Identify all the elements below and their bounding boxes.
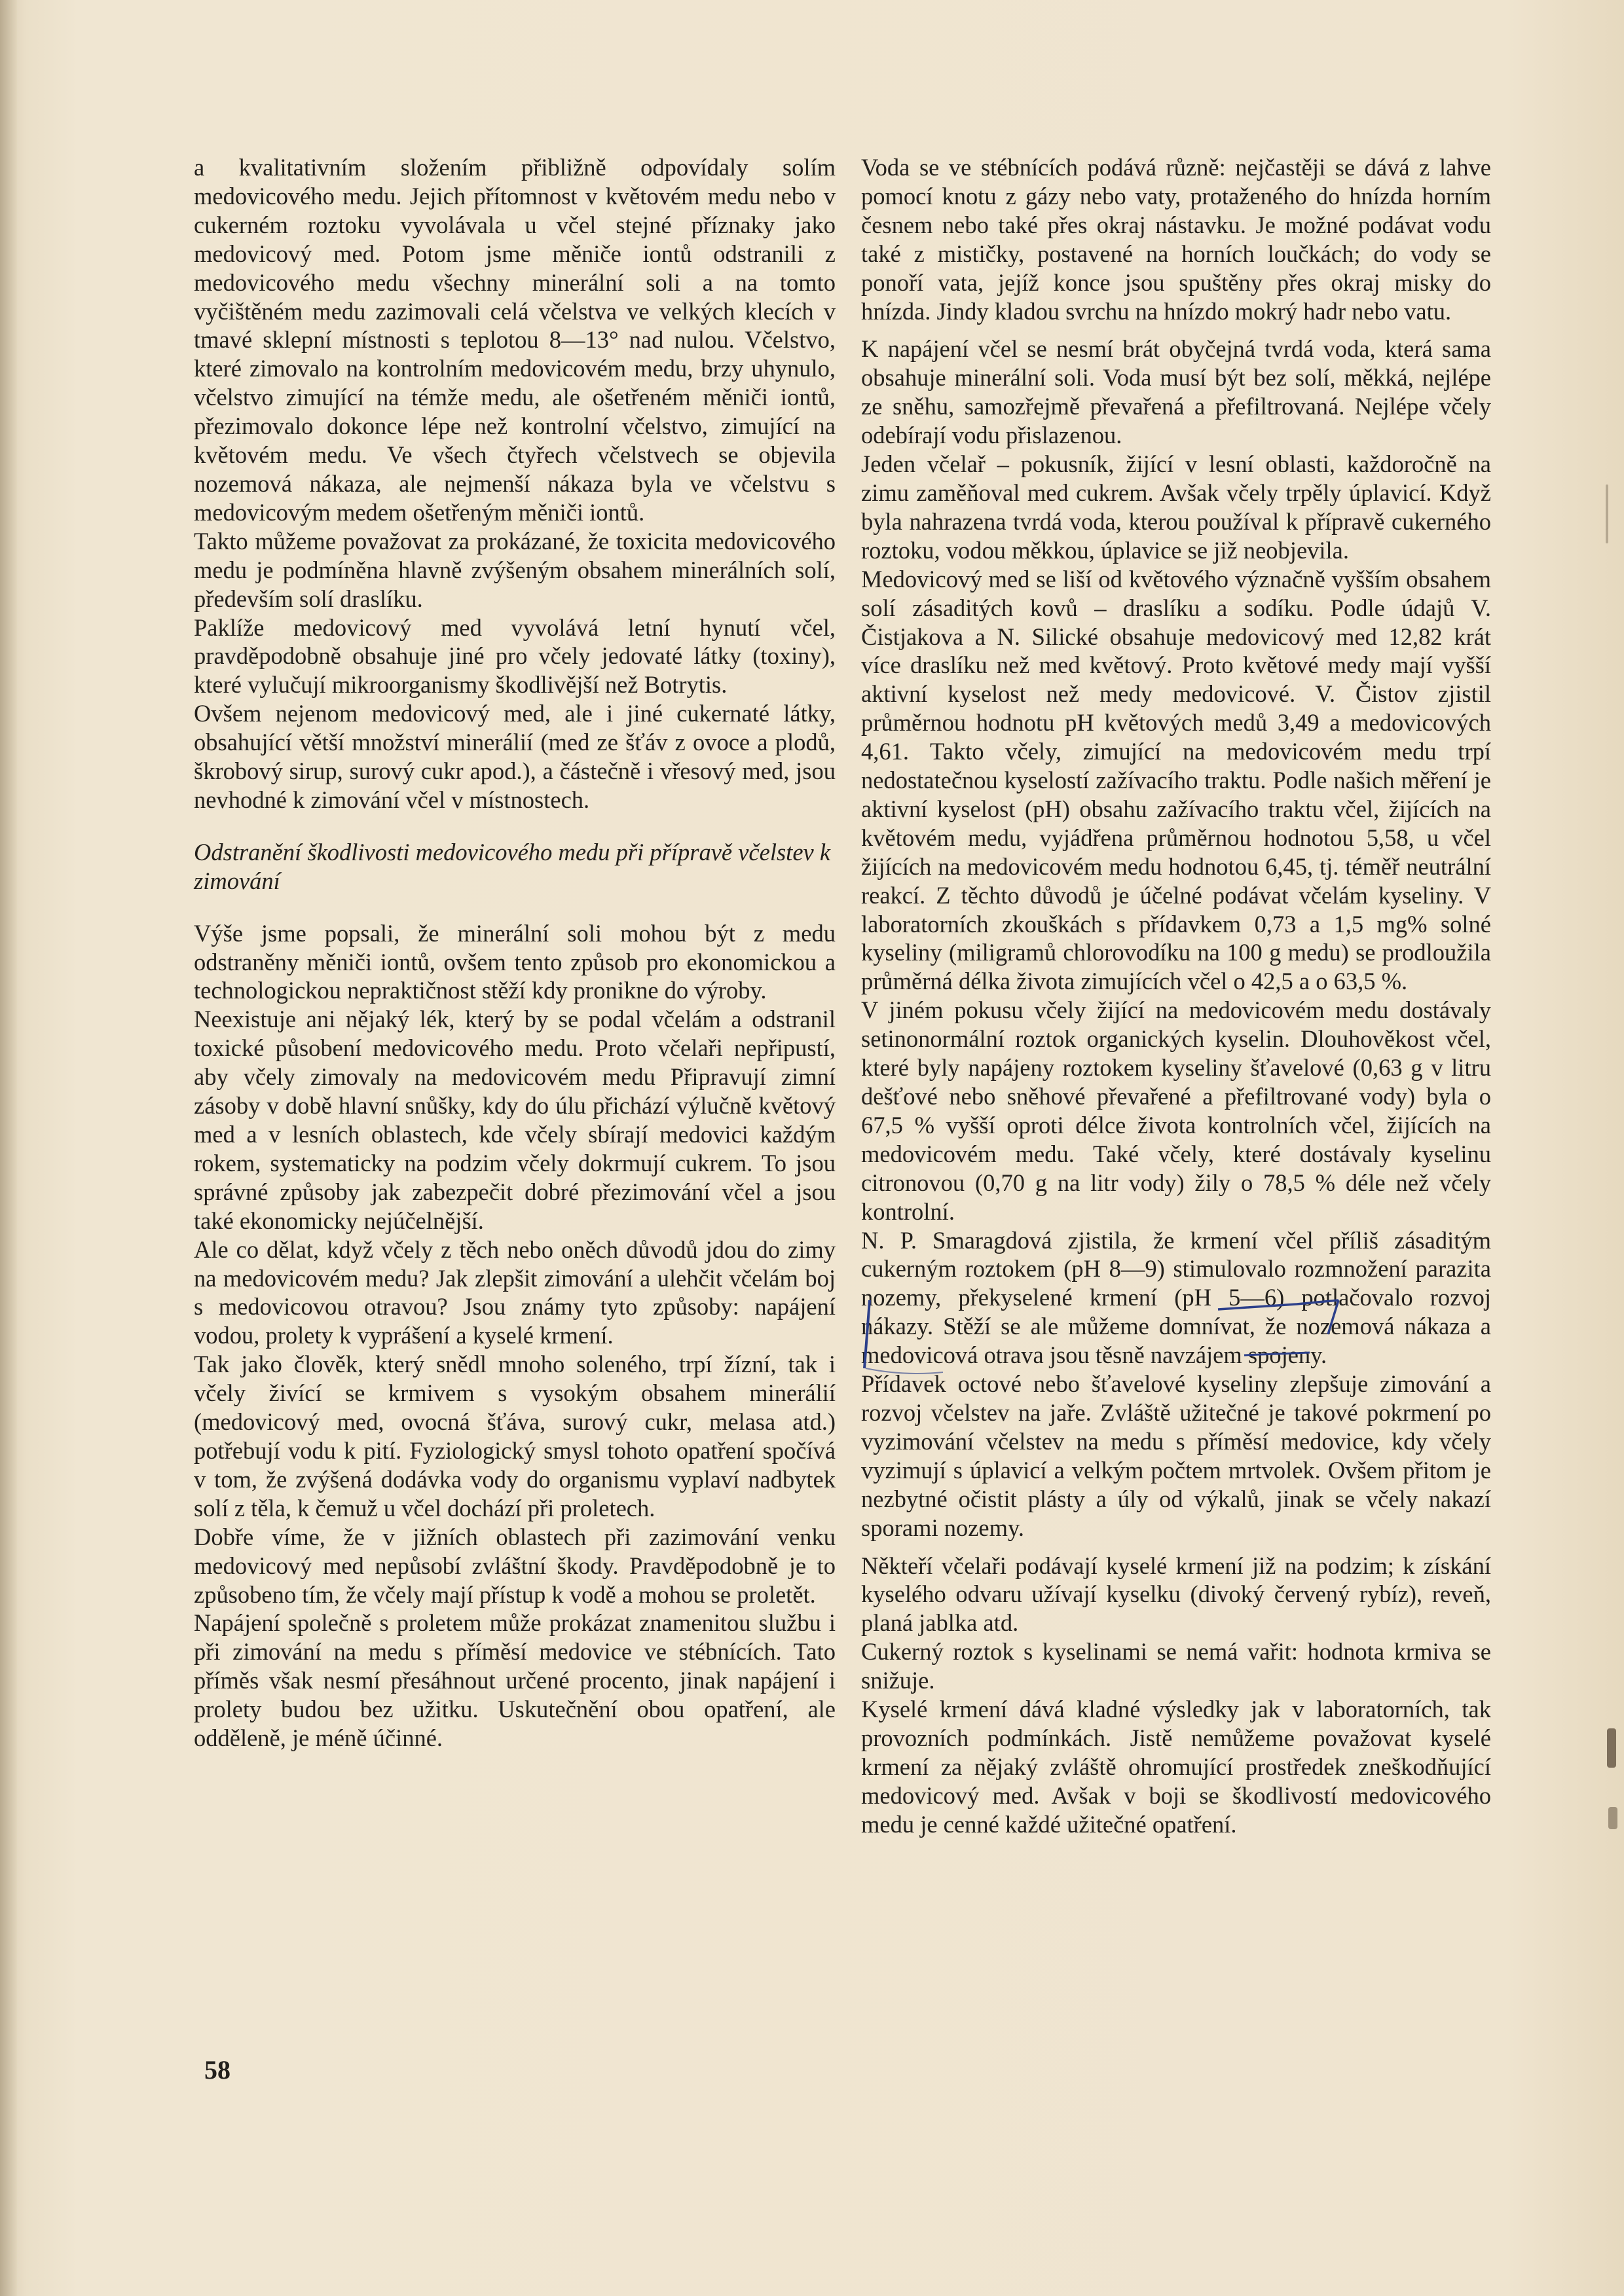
pen-annotation-bracket: [851, 1295, 1519, 1380]
paragraph: N. P. Smaragdová zjistila, že krmení včel příliš zásaditým cukerným roztokem (pH 8—9) stimulovalo rozmnožení parazita nozemy, překyselené krmení (pH 5—6) potlačovalo rozvoj nákazy. Stěží se ale můžeme domnívat, že nozemová nákaza a medovicová otrava jsou těsně navzájem spojeny.: [861, 1226, 1491, 1369]
paragraph: Paklíže medovicový med vyvolává letní hynutí včel, pravděpodobně obsahuje jiné pro včely jedovaté látky (toxiny), které vylučují mikroorganismy škodlivější než Botrytis.: [194, 613, 836, 699]
paragraph: K napájení včel se nesmí brát obyčejná tvrdá voda, která sama obsahuje minerální soli. Voda musí být bez solí, měkká, nejlépe ze sněhu, samozřejmě převařená a přefiltrovaná. Nejlépe včely odebírají vodu přislazenou.: [861, 335, 1491, 449]
paragraph: Tak jako člověk, který snědl mnoho soleného, trpí žízní, tak i včely živící se krmivem s vysokým obsahem minerálií (medovicový med, ovocná šťáva, surový cukr, melasa atd.) potřebují vodu k pití. Fyziologický smysl tohoto opatření spočívá v tom, že zvýšená dodávka vody do organismu vyplaví nadbytek solí z těla, k čemuž u včel dochází při proletech.: [194, 1351, 836, 1522]
paragraph: Přídavek octové nebo šťavelové kyseliny zlepšuje zimování a rozvoj včelstev na jaře. Zvláště užitečné je takové pokrmení po vyzimování včelstev na medu s příměsí medovice, kdy včely vyzimují s úplavicí a velkým počtem mrtvolek. Ovšem přitom je nezbytné očistit plásty a úly od výkalů, jinak se včely nakazí sporami nozemy.: [861, 1370, 1491, 1541]
paragraph: Medovicový med se liší od květového význačně vyšším obsahem solí zásaditých kovů – draslíku a sodíku. Podle údajů V. Čistjakova a N. Silické obsahuje medovicový med 12,82 krát více draslíku než med květový. Proto květové medy mají vyšší aktivní kyselost než medy medovicové. V. Čistov zjistil průměrnou hodnotu pH květových medů 3,49 a medovicových 4,61. Takto včely, zimující na medovicovém medu trpí nedostatečnou kyselostí zažívacího traktu. Podle našich měření je aktivní kyselost (pH) obsahu zažívacího traktu včel, žijících na květovém medu, vyjádřena průměrnou hodnotou 5,58, u včel žijících na medovicovém medu hodnotou 6,45, tj. téměř neutrální reakcí. Z těchto důvodů je účelné podávat včelám kyseliny. V laboratorních zkouškách s přídavkem 0,73 a 1,5 mg% solné kyseliny (miligramů chlorovodíku na 100 g medu) se prodloužila průměrná délka života zimujících včel o 42,5 a o 63,5 %.: [861, 565, 1491, 995]
margin-mark: [1606, 484, 1608, 543]
paragraph: Napájení společně s proletem může prokázat znamenitou službu i při zimování na medu s příměsí medovice ve stébnících. Tato příměs však nesmí přesáhnout určené procento, jinak napájení i prolety budou bez užitku. Uskutečnění obou opatření, ale odděleně, je méně účinné.: [194, 1609, 836, 1752]
paragraph: Takto můžeme považovat za prokázané, že toxicita medovicového medu je podmíněna hlavně zvýšeným obsahem minerálních solí, především solí draslíku.: [194, 527, 836, 612]
paragraph: Ovšem nejenom medovicový med, ale i jiné cukernaté látky, obsahující větší množství minerálií (med ze šťáv z ovoce a plodů, škrobový sirup, surový cukr apod.), a částečně i vřesový med, jsou nevhodné k zimování včel v místnostech.: [194, 700, 836, 813]
paragraph: Ale co dělat, když včely z těch nebo oněch důvodů jdou do zimy na medovicovém medu? Jak zlepšit zimování a ulehčit včelám boj s medovicovou otravou? Jsou známy tyto způsoby: napájení vodou, prolety k vyprášení a kyselé krmení.: [194, 1235, 836, 1349]
paragraph: Někteří včelaři podávají kyselé krmení již na podzim; k získání kyselého odvaru užívají kyselku (divoký červený rybíz), reveň, planá jablka atd.: [861, 1552, 1491, 1637]
paragraph: V jiném pokusu včely žijící na medovicovém medu dostávaly setinonormální roztok organických kyselin. Dlouhověkost včel, které byly napájeny roztokem kyseliny šťavelové (0,63 g v litru dešťové nebo sněhové převařené a přefiltrované vody) byla o 67,5 % vyšší oproti délce života kontrolních včel, žijících na medovicovém medu. Také včely, které dostávaly kyselinu citronovou (0,70 g na litr vody) žily o 78,5 % déle než včely kontrolní.: [861, 996, 1491, 1225]
paragraph: Neexistuje ani nějaký lék, který by se podal včelám a odstranil toxické působení medovicového medu. Proto včelaři nepřipustí, aby včely zimovaly na medovicovém medu Připravují zimní zásoby v době hlavní snůšky, kdy do úlu přichází výlučně květový med a v lesních oblastech, kde včely sbírají medovici každým rokem, systematicky na podzim včely dokrmují cukrem. To jsou správné způsoby jak zabezpečit dobré přezimování včel a jsou také ekonomicky nejúčelnější.: [194, 1006, 836, 1234]
paragraph: a kvalitativním složením přibližně odpovídaly solím medovicového medu. Jejich přítomnost v květovém medu nebo v cukerném roztoku vyvolávala u včel stejné příznaky jako medovicový med. Potom jsme měniče iontů odstranili z medovicového medu všechny minerální soli a na tomto vyčištěném medu zazimovali celá včelstva ve velkých klecích v tmavé sklepní místnosti s teplotou 8—13° nad nulou. Včelstvo, které zimovalo na kontrolním medovicovém medu, brzy uhynulo, včelstvo zimující na témže medu, ale ošetřeném měniči iontů, přezimovalo dokonce lépe než kontrolní včelstvo, zimující na květovém medu. Ve všech čtyřech včelstvech se objevila nozemová nákaza, ale nejmenší nákaza byla ve včelstvu s medovicovým medem ošetřeným měniči iontů.: [194, 154, 836, 526]
paragraph: Kyselé krmení dává kladné výsledky jak v laboratorních, tak provozních podmínkách. Jistě nemůžeme považovat kyselé krmení za nějaký zvláště ohromující prostředek zneškodňující medovicový med. Avšak v boji se škodlivostí medovicového medu je cenné každé užitečné opatření.: [861, 1696, 1491, 1838]
section-heading: Odstranění škodlivosti medovicového medu při přípravě včelstev k zimování: [194, 838, 831, 894]
margin-mark: [1607, 1728, 1616, 1768]
page-binding-edge: [0, 0, 17, 2296]
paragraph: Dobře víme, že v jižních oblastech při zazimování venku medovicový med nepůsobí zvláštní škody. Pravděpodobně je to způsobeno tím, že včely mají přístup k vodě a mohou se proletět.: [194, 1523, 836, 1608]
page-number: 58: [204, 2055, 231, 2085]
paragraph: Výše jsme popsali, že minerální soli mohou být z medu odstraněny měniči iontů, ovšem tento způsob pro ekonomickou a technologickou nepraktičnost stěží kdy pronikne do výroby.: [194, 919, 836, 1004]
right-text-column: [861, 153, 1491, 1839]
paragraph: Jeden včelař – pokusník, žijící v lesní oblasti, každoročně na zimu zaměňoval med cukrem. Avšak včely trpěly úplavicí. Když byla nahrazena tvrdá voda, kterou používal k přípravě cukerného roztoku, vodou měkkou, úplavice se již neobjevila.: [861, 450, 1491, 564]
left-text-column: [194, 153, 836, 1753]
paragraph: Cukerný roztok s kyselinami se nemá vařit: hodnota krmiva se snižuje.: [861, 1638, 1491, 1694]
margin-mark: [1608, 1807, 1617, 1829]
paragraph: Voda se ve stébnících podává různě: nejčastěji se dává z lahve pomocí knotu z gázy nebo vaty, protaženého do hnízda horním česnem nebo také přes okraj nástavku. Je možné podávat vodu také z mističky, postavené na horních loučkách; do vody se ponoří vata, jejíž konce jsou spuštěny přes okraj misky do hnízda. Jindy kladou svrchu na hnízdo mokrý hadr nebo vatu.: [861, 154, 1491, 325]
